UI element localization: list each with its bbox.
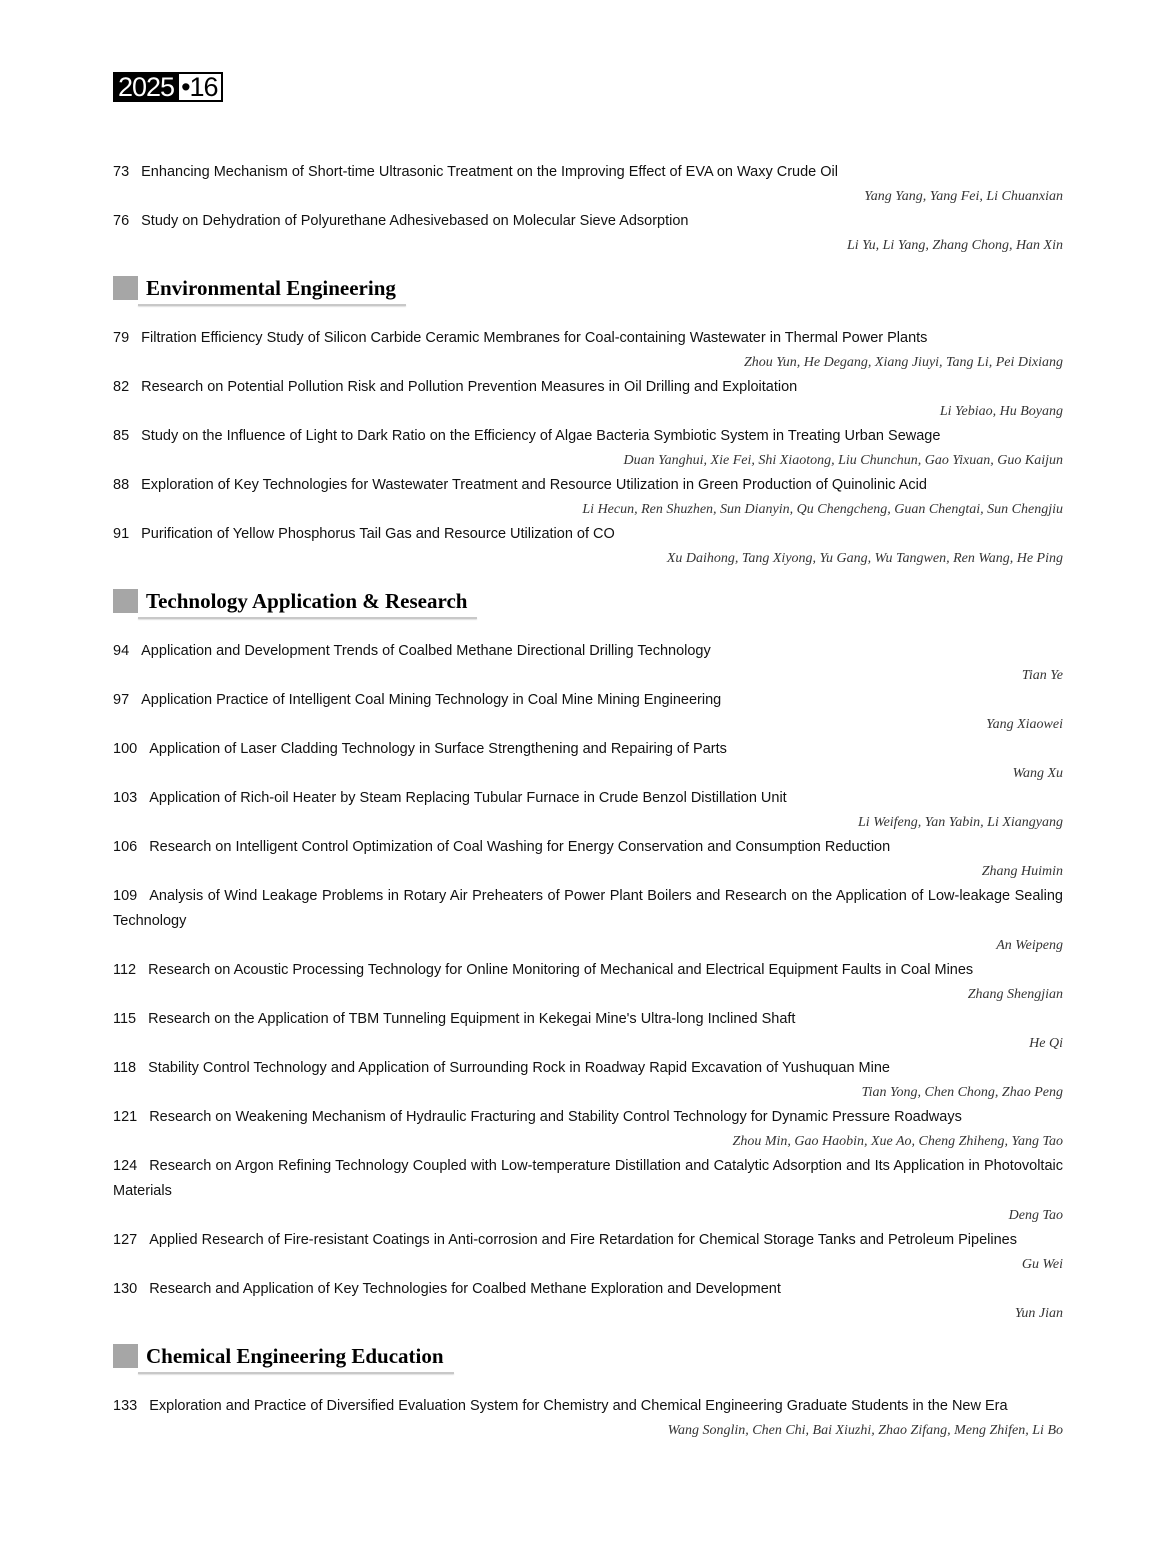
- toc-entry[interactable]: [113, 1228, 1063, 1277]
- toc-entry[interactable]: [113, 958, 1063, 1007]
- page-number: 112: [113, 962, 137, 978]
- toc-entry[interactable]: [113, 688, 1063, 737]
- page-number: 73: [113, 164, 130, 180]
- entry-title-line: [113, 522, 1063, 547]
- page-number: 91: [113, 526, 130, 542]
- article-title[interactable]: Exploration and Practice of Diversified Evaluation System for Chemistry and Chemical Engineering Graduate Students in the New Era: [149, 1398, 1008, 1414]
- article-title[interactable]: Research on Weakening Mechanism of Hydraulic Fracturing and Stability Control Technology for Dynamic Pressure Roadways: [149, 1109, 962, 1125]
- article-authors: Zhang Huimin: [981, 864, 1063, 879]
- article-authors: Yang Xiaowei: [986, 717, 1063, 732]
- page-number: 100: [113, 741, 138, 757]
- entry-title-line: [113, 1007, 1063, 1032]
- page-number: 82: [113, 379, 130, 395]
- entry-title-line: [113, 835, 1063, 860]
- page-number: 94: [113, 643, 130, 659]
- page-number: 121: [113, 1109, 138, 1125]
- entry-title-line: [113, 1154, 1063, 1204]
- article-title[interactable]: Research and Application of Key Technologies for Coalbed Methane Exploration and Development: [149, 1281, 781, 1297]
- article-title[interactable]: Research on Acoustic Processing Technology for Online Monitoring of Mechanical and Electrical Equipment Faults in Coal Mines: [148, 962, 974, 978]
- toc-entry[interactable]: [113, 737, 1063, 786]
- section-heading: [113, 1341, 1063, 1371]
- toc-entry[interactable]: [113, 1056, 1063, 1105]
- page-number: 76: [113, 213, 130, 229]
- article-title[interactable]: Analysis of Wind Leakage Problems in Rotary Air Preheaters of Power Plant Boilers and Research on the Application of Low-leakage Sealing Technology: [113, 888, 1063, 929]
- article-authors: Deng Tao: [1008, 1208, 1063, 1223]
- page-number: 79: [113, 330, 130, 346]
- section-underline: [138, 1372, 454, 1374]
- toc-entry[interactable]: [113, 522, 1063, 571]
- article-authors: Xu Daihong, Tang Xiyong, Yu Gang, Wu Tangwen, Ren Wang, He Ping: [666, 551, 1063, 566]
- page-number: 97: [113, 692, 130, 708]
- article-authors: Li Yebiao, Hu Boyang: [939, 404, 1063, 419]
- toc-entry[interactable]: [113, 1105, 1063, 1154]
- article-title[interactable]: Exploration of Key Technologies for Wastewater Treatment and Resource Utilization in Green Production of Quinolinic Acid: [141, 477, 927, 493]
- section-marker-icon: [113, 589, 138, 613]
- article-authors: Zhou Min, Gao Haobin, Xue Ao, Cheng Zhiheng, Yang Tao: [732, 1134, 1063, 1149]
- entry-title-line: [113, 958, 1063, 983]
- entry-title-line: [113, 424, 1063, 449]
- page-number: 127: [113, 1232, 138, 1248]
- entry-title-line: [113, 737, 1063, 762]
- issue-badge: [113, 72, 223, 102]
- section-underline: [138, 617, 477, 619]
- entry-title-line: [113, 1394, 1063, 1419]
- entry-title-line: [113, 884, 1063, 934]
- article-authors: Wang Xu: [1012, 766, 1063, 781]
- article-authors: Duan Yanghui, Xie Fei, Shi Xiaotong, Liu Chunchun, Gao Yixuan, Guo Kaijun: [623, 453, 1063, 468]
- article-authors: Li Weifeng, Yan Yabin, Li Xiangyang: [858, 815, 1063, 830]
- entry-title-line: [113, 1228, 1063, 1253]
- article-title[interactable]: Filtration Efficiency Study of Silicon Carbide Ceramic Membranes for Coal-containing Wastewater in Thermal Power Plants: [141, 330, 928, 346]
- section-underline: [138, 304, 406, 306]
- article-authors: An Weipeng: [996, 938, 1063, 953]
- issue-year: 2025: [115, 74, 179, 100]
- article-title[interactable]: Application Practice of Intelligent Coal Mining Technology in Coal Mine Mining Engineering: [141, 692, 722, 708]
- toc-entry[interactable]: [113, 473, 1063, 522]
- article-authors: Li Yu, Li Yang, Zhang Chong, Han Xin: [846, 238, 1063, 253]
- entry-title-line: [113, 1056, 1063, 1081]
- section-marker-icon: [113, 1344, 138, 1368]
- article-title[interactable]: Applied Research of Fire-resistant Coatings in Anti-corrosion and Fire Retardation for Chemical Storage Tanks and Petroleum Pipelines: [149, 1232, 1017, 1248]
- toc-entry[interactable]: [113, 786, 1063, 835]
- toc-entry[interactable]: [113, 424, 1063, 473]
- toc-entry[interactable]: [113, 1277, 1063, 1326]
- toc-entry[interactable]: [113, 884, 1063, 958]
- page-number: 103: [113, 790, 138, 806]
- page-number: 124: [113, 1158, 138, 1174]
- section-title: Chemical Engineering Education: [146, 1343, 444, 1368]
- issue-number: •16: [179, 74, 221, 100]
- entry-title-line: [113, 639, 1063, 664]
- toc-entry[interactable]: [113, 209, 1063, 258]
- toc-entry[interactable]: [113, 375, 1063, 424]
- entry-title-line: [113, 473, 1063, 498]
- page-number: 133: [113, 1398, 138, 1414]
- article-authors: Wang Songlin, Chen Chi, Bai Xiuzhi, Zhao Zifang, Meng Zhifen, Li Bo: [667, 1423, 1063, 1438]
- section-marker-icon: [113, 276, 138, 300]
- article-authors: Yun Jian: [1014, 1306, 1063, 1321]
- entry-title-line: [113, 326, 1063, 351]
- article-title[interactable]: Stability Control Technology and Application of Surrounding Rock in Roadway Rapid Excavation of Yushuquan Mine: [148, 1060, 890, 1076]
- toc-entry[interactable]: [113, 639, 1063, 688]
- article-authors: He Qi: [1029, 1036, 1063, 1051]
- article-title[interactable]: Study on Dehydration of Polyurethane Adhesivebased on Molecular Sieve Adsorption: [141, 213, 689, 229]
- article-title[interactable]: Research on Argon Refining Technology Coupled with Low-temperature Distillation and Catalytic Adsorption and Its Application in Photovoltaic Materials: [113, 1158, 1063, 1199]
- article-title[interactable]: Research on Intelligent Control Optimization of Coal Washing for Energy Conservation and Consumption Reduction: [149, 839, 891, 855]
- page-number: 109: [113, 888, 138, 904]
- entry-title-line: [113, 375, 1063, 400]
- article-authors: Zhang Shengjian: [967, 987, 1063, 1002]
- toc-entry[interactable]: [113, 1007, 1063, 1056]
- toc-entry[interactable]: [113, 326, 1063, 375]
- table-of-contents: [113, 160, 1063, 1443]
- toc-entry[interactable]: [113, 1154, 1063, 1228]
- toc-entry[interactable]: [113, 160, 1063, 209]
- article-title[interactable]: Enhancing Mechanism of Short-time Ultrasonic Treatment on the Improving Effect of EVA on Waxy Crude Oil: [141, 164, 838, 180]
- page-number: 118: [113, 1060, 137, 1076]
- toc-entry[interactable]: [113, 1394, 1063, 1443]
- article-authors: Gu Wei: [1021, 1257, 1063, 1272]
- entry-title-line: [113, 688, 1063, 713]
- section-title: Technology Application & Research: [146, 588, 468, 613]
- article-authors: Li Hecun, Ren Shuzhen, Sun Dianyin, Qu Chengcheng, Guan Chengtai, Sun Chengjiu: [582, 502, 1063, 517]
- page-number: 130: [113, 1281, 138, 1297]
- entry-title-line: [113, 160, 1063, 185]
- page-number: 85: [113, 428, 130, 444]
- page-number: 115: [113, 1011, 137, 1027]
- article-title[interactable]: Application of Laser Cladding Technology in Surface Strengthening and Repairing of Parts: [149, 741, 727, 757]
- article-title[interactable]: Application and Development Trends of Coalbed Methane Directional Drilling Technology: [141, 643, 711, 659]
- entry-title-line: [113, 209, 1063, 234]
- entry-title-line: [113, 1105, 1063, 1130]
- section-heading: [113, 586, 1063, 616]
- section-heading: [113, 273, 1063, 303]
- article-title[interactable]: Purification of Yellow Phosphorus Tail Gas and Resource Utilization of CO: [141, 526, 615, 542]
- entry-title-line: [113, 1277, 1063, 1302]
- article-authors: Tian Ye: [1021, 668, 1063, 683]
- page-number: 88: [113, 477, 130, 493]
- entry-title-line: [113, 786, 1063, 811]
- article-title[interactable]: Application of Rich-oil Heater by Steam Replacing Tubular Furnace in Crude Benzol Distillation Unit: [149, 790, 787, 806]
- toc-entry[interactable]: [113, 835, 1063, 884]
- article-title[interactable]: Research on the Application of TBM Tunneling Equipment in Kekegai Mine's Ultra-long Inclined Shaft: [148, 1011, 796, 1027]
- article-authors: Zhou Yun, He Degang, Xiang Jiuyi, Tang Li, Pei Dixiang: [743, 355, 1063, 370]
- article-authors: Tian Yong, Chen Chong, Zhao Peng: [861, 1085, 1063, 1100]
- article-authors: Yang Yang, Yang Fei, Li Chuanxian: [864, 189, 1063, 204]
- page-number: 106: [113, 839, 138, 855]
- article-title[interactable]: Study on the Influence of Light to Dark Ratio on the Efficiency of Algae Bacteria Symbiotic System in Treating Urban Sewage: [141, 428, 941, 444]
- section-title: Environmental Engineering: [146, 275, 396, 300]
- article-title[interactable]: Research on Potential Pollution Risk and Pollution Prevention Measures in Oil Drilling and Exploitation: [141, 379, 798, 395]
